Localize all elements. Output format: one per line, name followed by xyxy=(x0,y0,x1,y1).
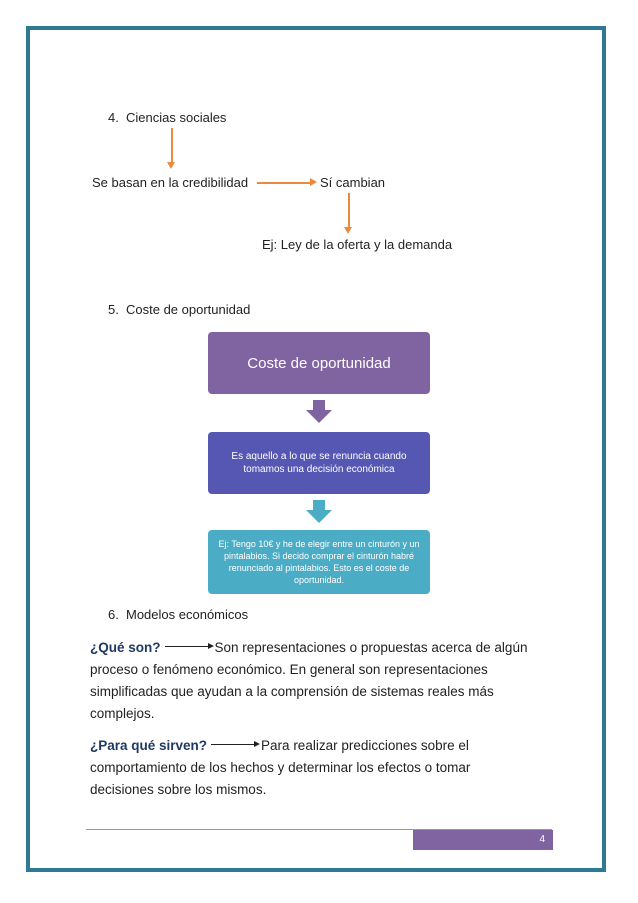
section-4-heading xyxy=(108,110,226,126)
section-6-title: Modelos económicos xyxy=(126,607,249,622)
flow-box-definition: Es aquello a lo que se renuncia cuando tomamos una decisión económica xyxy=(208,432,430,494)
answer-what-are: Son representaciones o propuestas acerca de algún proceso o fenómeno económico. En general son representaciones simplificadas que ayudan a la comprensión de sistemas reales más complejos. xyxy=(90,640,528,721)
paragraph-what-are xyxy=(90,637,530,725)
section-5-title: Coste de oportunidad xyxy=(126,302,251,317)
flow-box-concept: Coste de oportunidad xyxy=(208,332,430,394)
flow-box-example: Ej: Tengo 10€ y he de elegir entre un cinturón y un pintalabios. Si decido comprar el cinturón habré renunciado al pintalabios. Esto es el coste de oportunidad. xyxy=(208,530,430,594)
change-label: Sí cambian xyxy=(320,175,386,190)
arrow-right-icon xyxy=(165,646,209,647)
answer-what-for: Para realizar predicciones sobre el comportamiento de los hechos y determinar los efectos o tomar decisiones sobre los mismos. xyxy=(90,738,471,797)
section-5-number: 5. xyxy=(108,302,119,317)
credibility-label: Se basan en la credibilidad xyxy=(92,175,249,190)
question-what-are: ¿Qué son? xyxy=(90,640,161,655)
paragraph-what-for xyxy=(90,735,530,801)
section-4-number: 4. xyxy=(108,110,119,125)
arrow-down-1-icon xyxy=(171,128,173,163)
arrow-down-2-icon xyxy=(348,193,350,228)
section-4-title: Ciencias sociales xyxy=(126,110,227,125)
flow-arrow-2-icon xyxy=(306,500,332,524)
page-number: 4 xyxy=(413,830,553,850)
question-what-for: ¿Para qué sirven? xyxy=(90,738,208,753)
example-label: Ej: Ley de la oferta y la demanda xyxy=(262,237,453,252)
arrow-right-orange-icon xyxy=(257,182,311,184)
arrow-right-icon xyxy=(211,744,255,745)
flow-arrow-1-icon xyxy=(306,400,332,424)
section-6-number: 6. xyxy=(108,607,119,622)
section-6-heading xyxy=(108,607,248,623)
section-5-heading xyxy=(108,302,250,318)
